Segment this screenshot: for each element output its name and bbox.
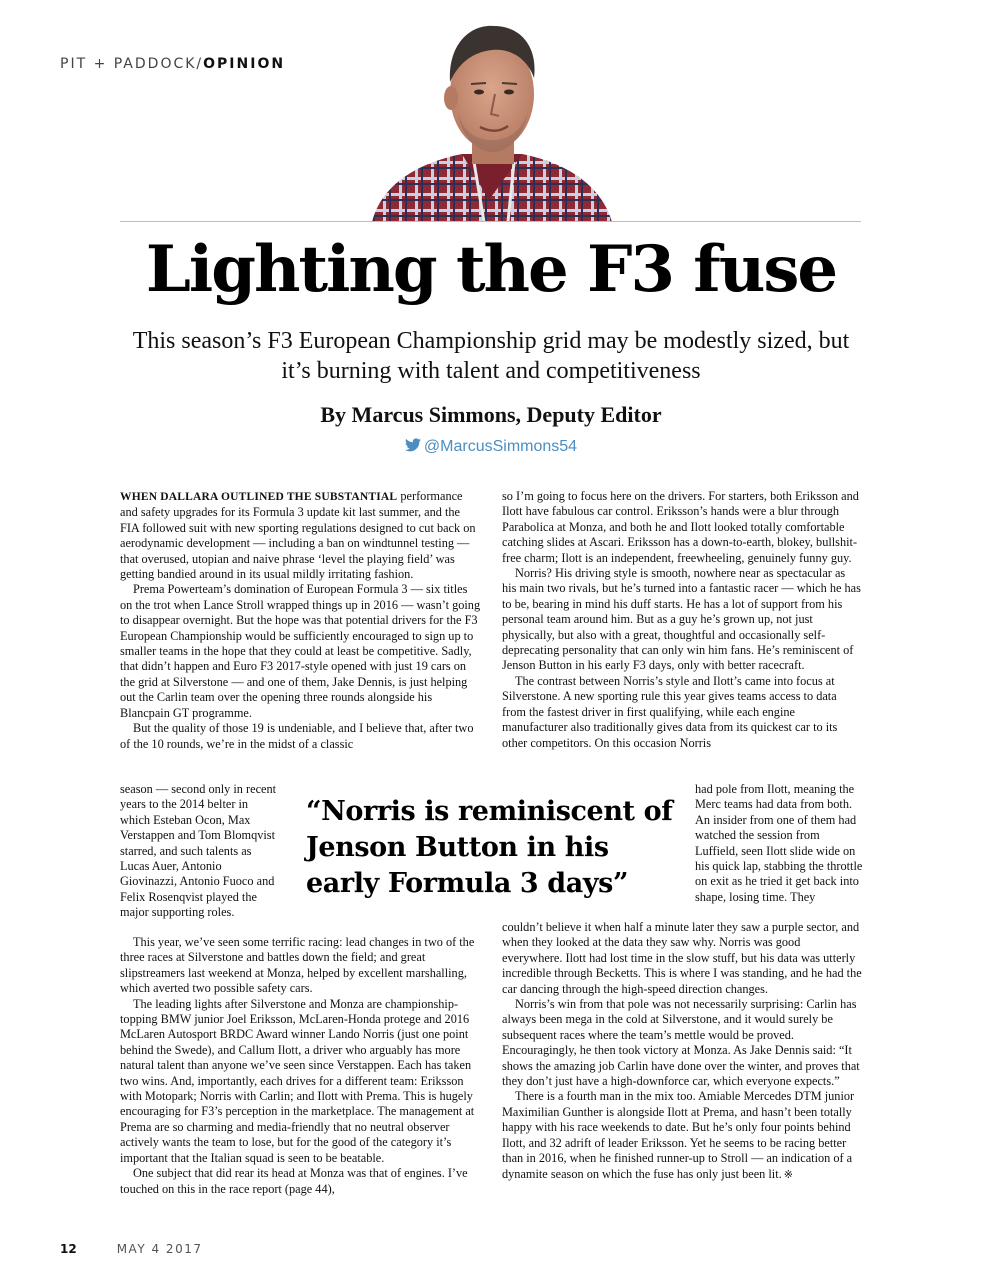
paragraph: Norris’s win from that pole was not necessarily surprising: Carlin has always been mega in the cold at Silverstone, and it would surely be subsequent races where the team’s mettle would be proved. Encouragingly, he then took victory at Monza. As Jake Dennis said: “It shows the amazing job Carlin have done over the winter, and proves that they don’t just have a high-downforce car, which everyone expects.” — [502, 997, 860, 1089]
paragraph: This year, we’ve seen some terrific racing: lead changes in two of the three races at Silverstone and battles down the field; and great slipstreamers last weekend at Monza, helped by excellent marshalling, which averted two possible safety cars. — [120, 935, 475, 996]
page-footer — [60, 1242, 202, 1256]
byline: By Marcus Simmons, Deputy Editor — [320, 402, 662, 427]
header-rule — [120, 221, 861, 222]
section-name: OPINION — [203, 56, 286, 72]
twitter-bird-icon — [405, 438, 421, 452]
paragraph — [120, 489, 482, 582]
paragraph — [502, 1089, 862, 1182]
paragraph: But the quality of those 19 is undeniable, and I believe that, after two of the 10 rounds, we’re in the midst of a classic — [120, 721, 474, 751]
issue-date: MAY 4 2017 — [116, 1242, 203, 1256]
paragraph: Norris? His driving style is smooth, nowhere near as spectacular as his main two rivals, but he’s turned into a fantastic racer — which he has to be, bearing in mind his duff starts. He has a lot of support from his personal team around him. But as a guy he’s grown up, not just physically, but also with a great, thoughtful and occasionally self-deprecating personality that can only win him fans. He’s reminiscent of Jenson Button in his early F3 days, only with better racecraft. — [502, 566, 861, 673]
column-left-wrap — [120, 782, 280, 921]
lead-in: WHEN DALLARA OUTLINED THE SUBSTANTIAL — [120, 491, 398, 503]
paragraph: so I’m going to focus here on the drivers. For starters, both Eriksson and Ilott have fabulous car control. Eriksson’s hands were a blur through Parabolica at Monza, and both he and Ilott looked totally comfortable catching slides at Ascari. Eriksson has a down-to-earth, blokey, bullshit-free charm; Ilott is an independent, freewheeling, genuinely funny guy. — [502, 489, 859, 565]
paragraph: One subject that did rear its head at Monza was that of engines. I’ve touched on this in the race report (page 44), — [120, 1166, 468, 1196]
paragraph: couldn’t believe it when half a minute later they saw a purple sector, and when they looked at the data they saw why. Norris was good everywhere. Ilott had lost time in the slow stuff, but his data was utterly incredible through Becketts. This is where I was standing, and he had the car dancing through the high-speed direction changes. — [502, 920, 862, 996]
paragraph-text: There is a fourth man in the mix too. Amiable Mercedes DTM junior Maximilian Gunther is alongside Ilott at Prema, and hasn’t been totally happy with his race weekends to date. But he’s only four points behind Ilott, and 32 adrift of leader Eriksson. Yet he seems to be racing better than in 2016, when he finished runner-up to Stroll — an indication of a dynamite season on which the fuse has only just been lit. — [502, 1089, 855, 1181]
column-right — [502, 489, 862, 751]
section-label — [60, 56, 285, 72]
column-left — [120, 489, 482, 752]
paragraph: Prema Powerteam’s domination of European Formula 3 — six titles on the trot when Lance Stroll wrapped things up in 2016 — wasn’t going to disappear overnight. But the hope was that potential drivers for the F3 European Championship would be sufficiently encouraged to sign up to smaller teams in the hope that they could at least be competitive. Sadly, that didn’t happen and Euro F3 2017-style opened with just 19 cars on the grid at Silverstone — and one of them, Jake Dennis, is just helping out the Carlin team over the opening three rounds alongside his Blancpain GT programme. — [120, 582, 481, 720]
column-left-lower — [120, 935, 482, 1197]
paragraph-text: performance and safety upgrades for its Formula 3 update kit last summer, and the FIA followed suit with new sporting regulations designed to cut back on aerodynamic development — including a ban on windtunnel testing — that overused, utopian and naive phrase ‘level the playing field’ was getting bandied around in its usual mildly irritating fashion. — [120, 489, 476, 582]
pull-quote: “Norris is reminiscent of Jenson Button in his early Formula 3 days” — [306, 796, 673, 899]
twitter-handle-text: @MarcusSimmons54 — [423, 438, 578, 455]
paragraph: had pole from Ilott, meaning the Merc teams had data from both. An insider from one of them had watched the session from Luffield, seen Ilott slide wide on his quick lap, stabbing the throttle on exit as he tried it get back into shape, losing time. They — [695, 782, 863, 904]
twitter-handle[interactable] — [120, 438, 862, 456]
paragraph: The leading lights after Silverstone and Monza are championship-topping BMW junior Joel Eriksson, McLaren-Honda protege and 2016 McLaren Autosport BRDC Award winner Lando Norris (just one point behind the Swede), and Callum Ilott, a driver who arguably has more natural talent than anyone we’ve seen since Verstappen. Each has taken two wins. And, importantly, each drives for a different team: Eriksson with Motopark; Norris with Carlin; and Ilott with Prema. This is hugely encouraging for F3’s perception in the marketplace. The management at Prema are so charming and media-friendly that no neutral observer actively wants the team to lose, but for the good of the category it’s important that the Italian squad is seen to be beatable. — [120, 996, 475, 1165]
end-mark-icon: ※ — [783, 1168, 793, 1181]
column-right-lower — [502, 920, 862, 1183]
paragraph: season — second only in recent years to the 2014 belter in which Esteban Ocon, Max Verstappen and Tom Blomqvist starred, and such talents as Lucas Auer, Antonio Giovinazzi, Antonio Fuoco and Felix Rosenqvist played the major supporting roles. — [120, 782, 277, 920]
standfirst: This season’s F3 European Championship grid may be modestly sized, but it’s burning with talent and competitiveness — [132, 328, 850, 384]
headline: Lighting the F3 fuse — [145, 232, 837, 307]
section-prefix: PIT + PADDOCK/ — [60, 56, 204, 72]
page-number: 12 — [60, 1242, 77, 1256]
column-right-wrap — [695, 782, 863, 905]
paragraph: The contrast between Norris’s style and Ilott’s came into focus at Silverstone. A new sporting rule this year gives teams access to data from the fastest driver in first qualifying, while each engine manufacturer also traditionally gives data from its quickest car to its other competitors. On this occasion Norris — [502, 673, 838, 750]
author-portrait — [362, 12, 617, 222]
